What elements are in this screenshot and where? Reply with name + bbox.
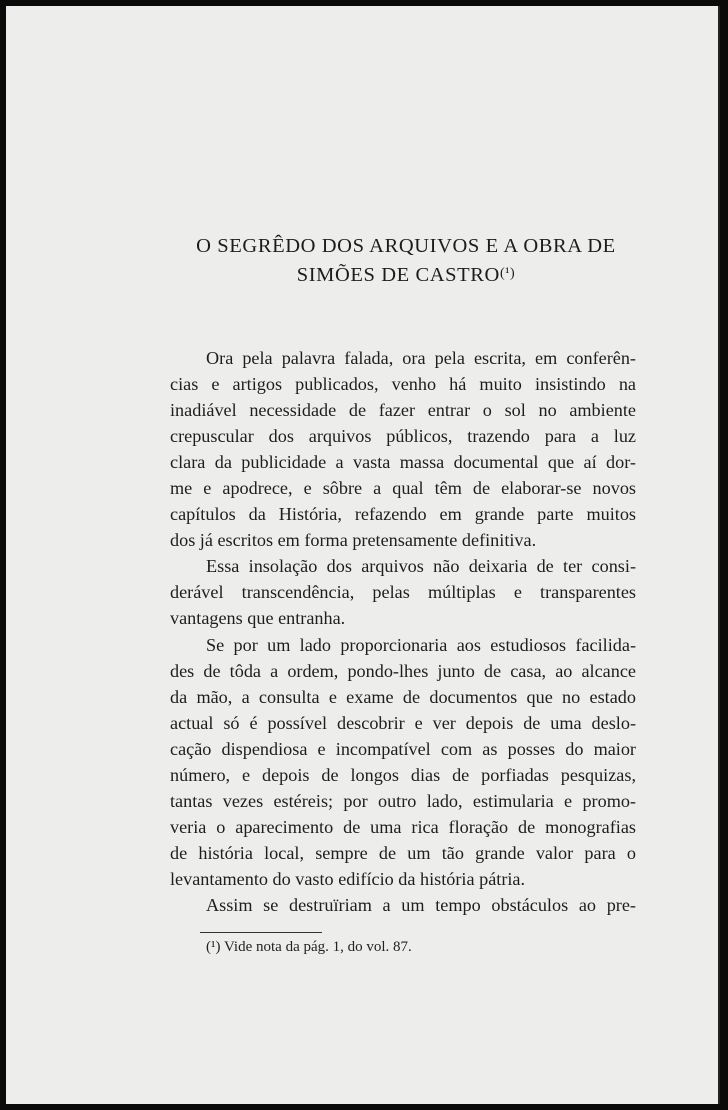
footnote-text: Vide nota da pág. 1, do vol. 87. [223,939,412,955]
title-line-2: SIMÕES DE CASTRO(¹) [296,264,516,286]
text-line: Assim se destruïriam a um tempo obstáculos ao pre- [206,895,636,915]
footnote [206,939,412,956]
text-line: derável transcendência, pelas múltiplas e transparentes [170,582,636,602]
text-line: Se por um lado proporcionaria aos estudiosos facilida- [206,635,636,655]
title-line-1: O SEGRÊDO DOS ARQUIVOS E A OBRA DE [196,235,616,257]
document-page [6,6,720,1104]
text-line: vantagens que entranha. [170,608,346,628]
footnote-rule [200,932,322,933]
text-line: dos já escritos em forma pretensamente definitiva. [170,530,537,550]
text-line: clara da publicidade a vasta massa documental que aí dor- [170,452,636,472]
text-line: crepuscular dos arquivos públicos, trazendo para a luz [170,426,636,446]
text-line: actual só é possível descobrir e ver depois de uma deslo- [170,713,636,733]
text-line: tantas vezes estéreis; por outro lado, estimularia e promo- [170,791,636,811]
text-line: da mão, a consulta e exame de documentos que no estado [170,687,636,707]
text-line: de história local, sempre de um tão grande valor para o [170,843,636,863]
text-line: cação dispendiosa e incompatível com as posses do maior [170,739,636,759]
title-footnote-ref: (¹) [499,266,516,281]
text-line: levantamento do vasto edifício da história pátria. [170,869,526,889]
text-line: me e apodrece, e sôbre a qual têm de elaborar-se novos [170,478,636,498]
text-line: cias e artigos publicados, venho há muito insistindo na [170,374,636,394]
text-line: Ora pela palavra falada, ora pela escrita, em conferên- [206,348,636,368]
text-line: capítulos da História, refazendo em grande parte muitos [170,504,636,524]
text-line: número, e depois de longos dias de porfiadas pesquizas, [170,765,636,785]
text-line: veria o aparecimento de uma rica floração de monografias [170,817,636,837]
text-line: inadiável necessidade de fazer entrar o sol no ambiente [170,400,636,420]
text-line: des de tôda a ordem, pondo-lhes junto de casa, ao alcance [170,661,636,681]
text-line: Essa insolação dos arquivos não deixaria de ter consi- [206,556,636,576]
footnote-marker: (¹) [206,939,221,955]
